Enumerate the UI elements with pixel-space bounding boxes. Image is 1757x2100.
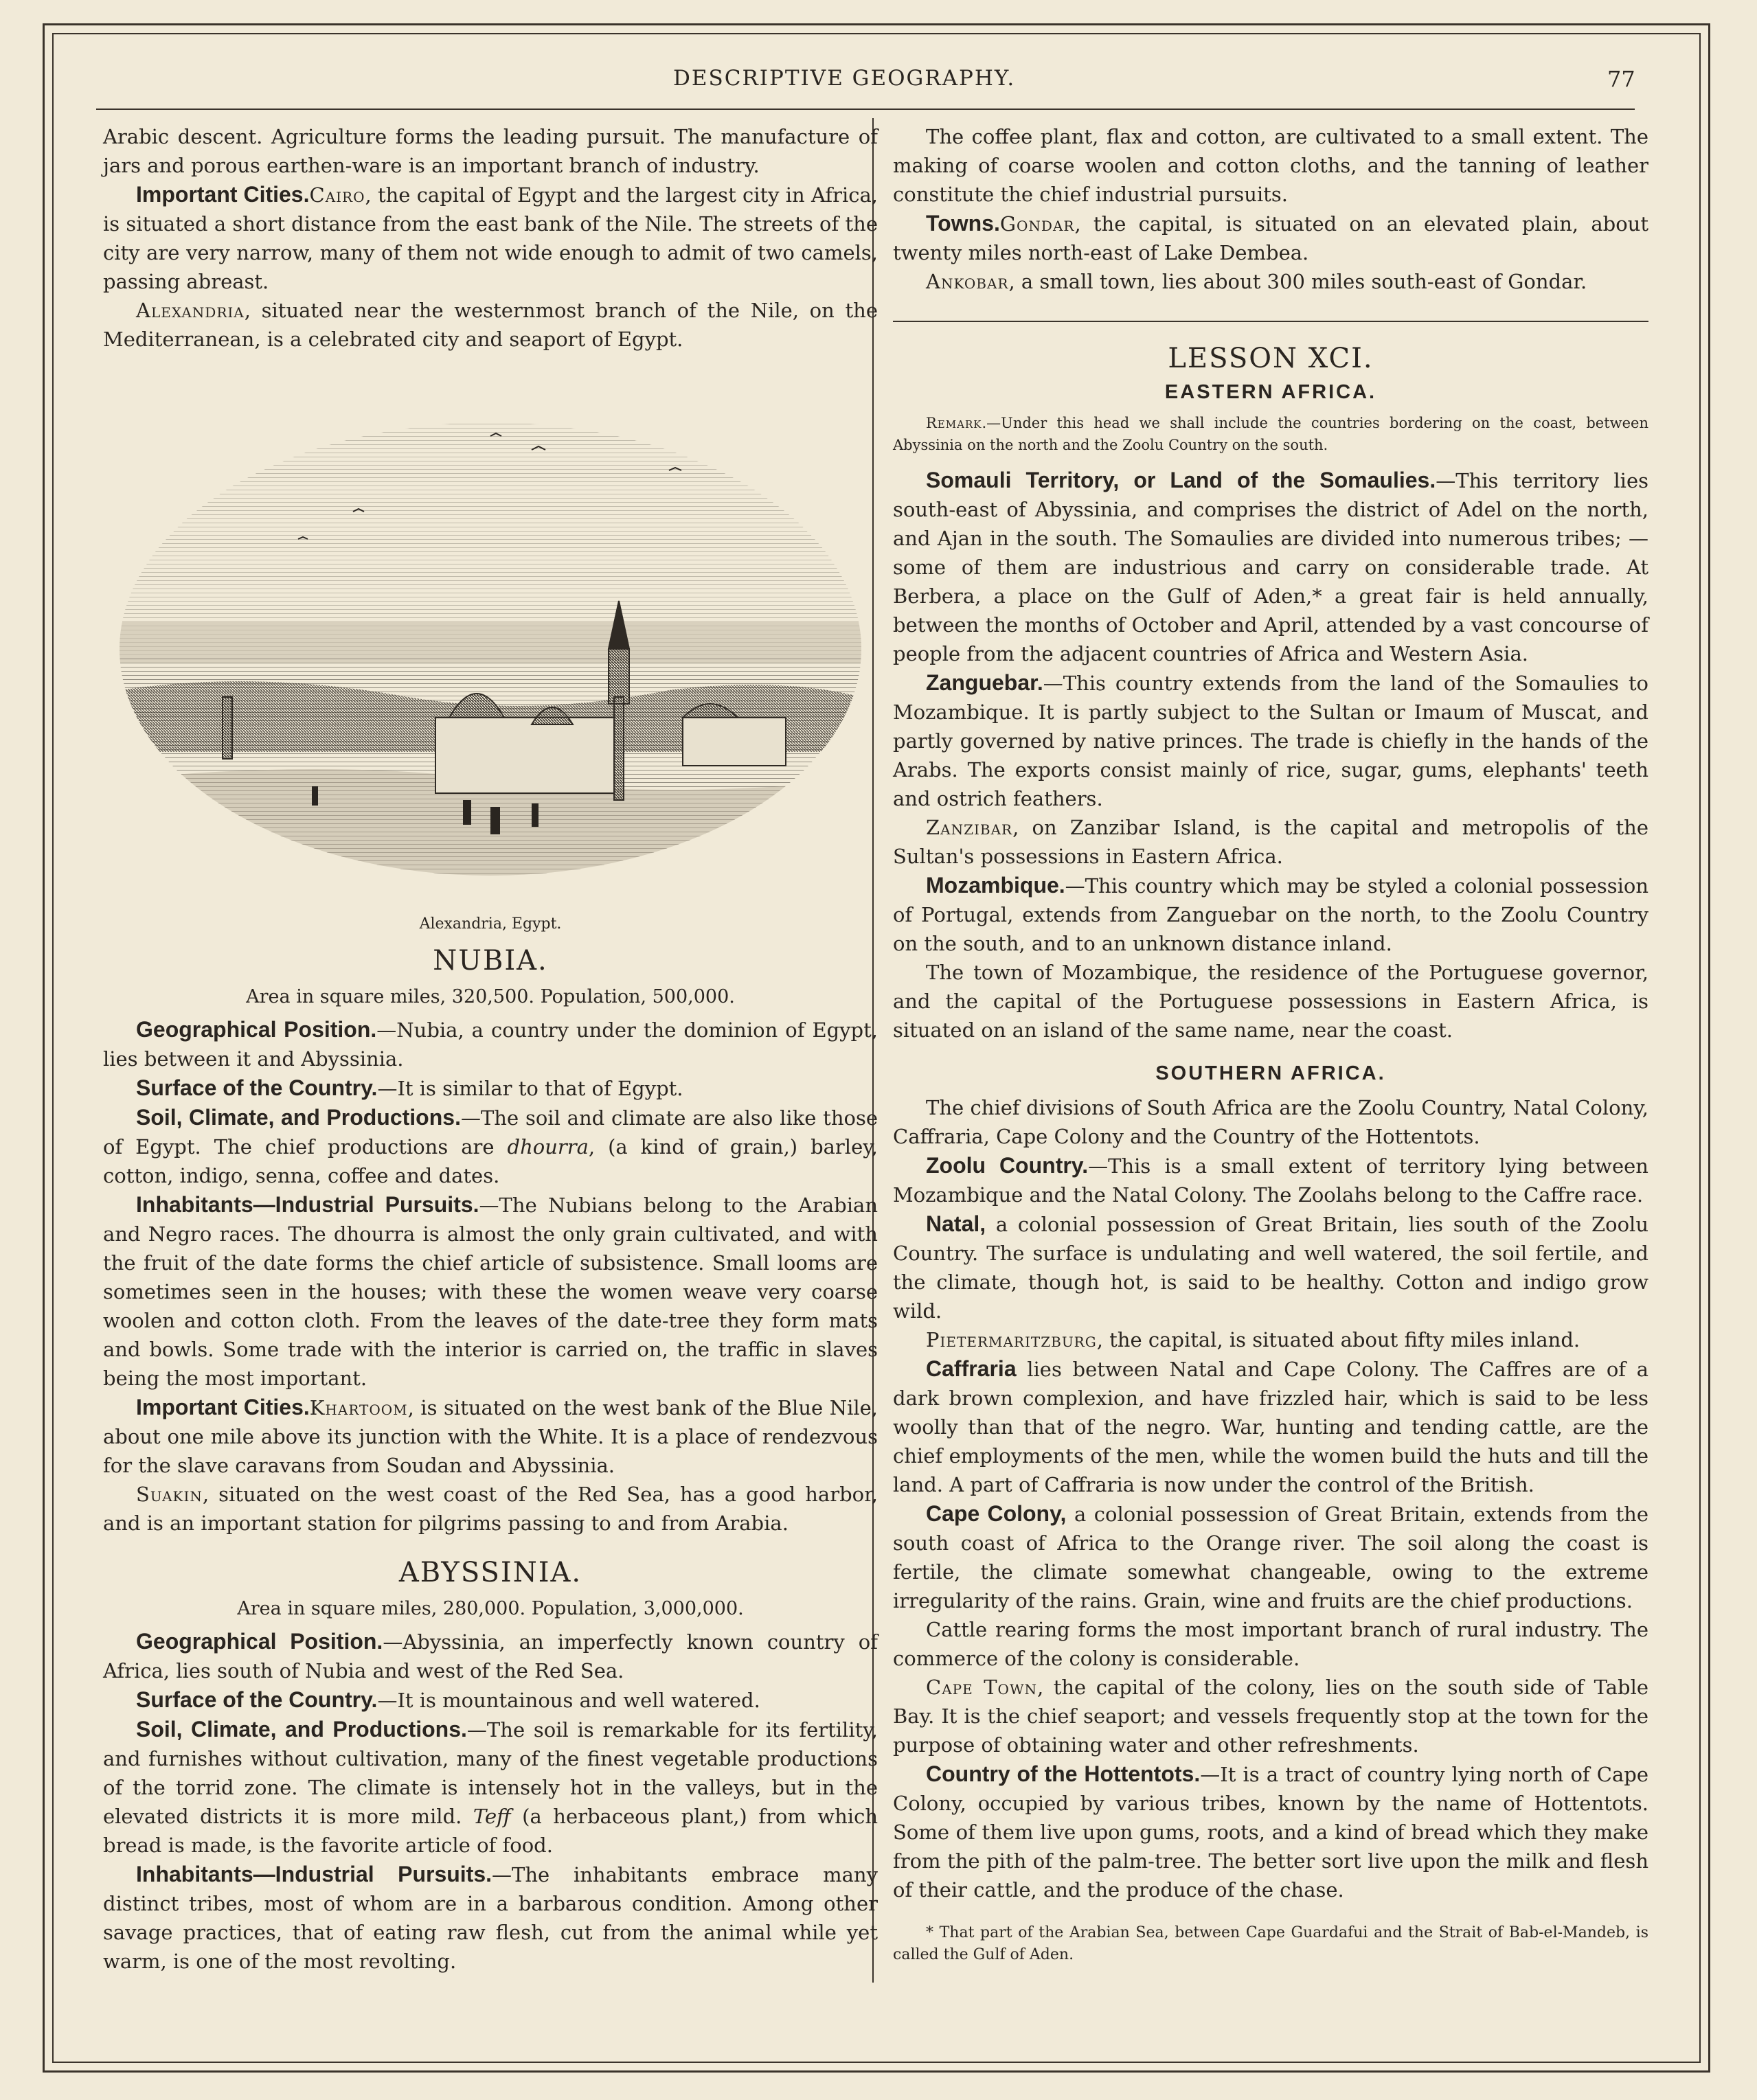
- paragraph: [103, 1015, 878, 1073]
- paragraph: [893, 209, 1648, 267]
- running-title: DESCRIPTIVE GEOGRAPHY.: [673, 66, 1016, 91]
- alexandria-engraving: [120, 395, 861, 903]
- paragraph-lead: Important Cities.: [136, 1395, 310, 1419]
- paragraph-text: , a small town, lies about 300 miles south-east of Gondar.: [1008, 270, 1587, 293]
- paragraph-lead: Inhabitants—Industrial Pursuits.: [136, 1862, 492, 1886]
- paragraph: The coffee plant, flax and cotton, are cultivated to a small extent. The making of coarse woolen and cotton cloths, and the tanning of leather constitute the chief industrial pursuits.: [893, 125, 1648, 206]
- paragraph-text: (a herbaceous plant,) from which bread is made, is the favorite article of food.: [103, 1805, 878, 1857]
- abyssinia-stats: Area in square miles, 280,000. Population, 3,000,000.: [237, 1598, 744, 1619]
- paragraph-text: —Abyssinia, an imperfectly known country of Africa, lies south of Nubia and west of the Red Sea.: [103, 1630, 878, 1682]
- paragraph-text: lies between Natal and Cape Colony. The Caffres are of a dark brown complexion, and have frizzled hair, which is said to be less woolly than that of the negro. War, hunting and tending cattle, are the chief employments of the men, while the women build the huts and till the land. A part of Caffraria is now under the control of the British.: [893, 1358, 1648, 1496]
- paragraph-text: , (a kind of grain,) barley, cotton, indigo, senna, coffee and dates.: [103, 1135, 878, 1187]
- paragraph-lead: Mozambique.: [926, 873, 1065, 898]
- paragraph: [893, 871, 1648, 958]
- remark-text: .—Under this head we shall include the countries bordering on the coast, between Abyssinia on the north and the Zoolu Country on the south.: [893, 415, 1648, 453]
- image-caption: Alexandria, Egypt.: [419, 915, 562, 933]
- paragraph-text: , situated near the westernmost branch of the Nile, on the Mediterranean, is a celebrated city and seaport of Egypt.: [103, 299, 878, 351]
- paragraph-text: —This country which may be styled a colonial possession of Portugal, extends from Zanguebar on the north, to the Zoolu Country on the south, and to an unknown distance inland.: [893, 874, 1648, 955]
- paragraph: [103, 1103, 878, 1190]
- paragraph-text: —It is similar to that of Egypt.: [377, 1077, 683, 1100]
- paragraph-lead: Geographical Position.: [136, 1017, 377, 1042]
- paragraph: [103, 1685, 878, 1715]
- lesson-title: LESSON XCI.: [1168, 343, 1374, 374]
- header-rule: [96, 109, 1635, 110]
- paragraph-lead: Cape Colony,: [926, 1501, 1067, 1526]
- place-name: Khartoom: [309, 1396, 408, 1419]
- paragraph-text: —This territory lies south-east of Abyssinia, and comprises the district of Adel on the north, and Ajan in the south. The Somaulies are divided into numerous tribes; —some of them are industrious and carry on considerable trade. At Berbera, a place on the Gulf of Aden,* a great fair is held annually, between the months of October and April, attended by a vast concourse of people from the adjacent countries of Africa and Western Asia.: [893, 469, 1649, 665]
- paragraph-text: , is situated on the west bank of the Blue Nile, about one mile above its junction with the White. It is a place of rendezvous for the slave caravans from Soudan and Abyssinia.: [103, 1396, 878, 1477]
- paragraph: [893, 1209, 1648, 1325]
- paragraph-lead: Surface of the Country.: [136, 1075, 378, 1100]
- paragraph: [893, 1354, 1648, 1499]
- paragraph-text: —The soil is remarkable for its fertility, and furnishes without cultivation, many of the finest vegetable productions of the torrid zone. The climate is intensely hot in the valleys, but in the elevated districts it is more mild.: [103, 1718, 878, 1828]
- paragraph: [893, 267, 1648, 296]
- paragraph-text: , the capital of Egypt and the largest city in Africa, is situated a short distance from the east bank of the Nile. The streets of the city are very narrow, many of them not wide enough to admit of two camels, passing abreast.: [103, 183, 878, 293]
- paragraph: [893, 1325, 1648, 1354]
- left-column: [103, 122, 878, 1976]
- paragraph-text: a colonial possession of Great Britain, extends from the south coast of Africa to the Orange river. The soil along the coast is fertile, the climate somewhat changeable, owing to the extreme irregularity of the rains. Grain, wine and fruits are the chief productions.: [893, 1503, 1649, 1612]
- paragraph-text: —Nubia, a country under the dominion of Egypt, lies between it and Abyssinia.: [103, 1018, 878, 1071]
- italic-term: Teff: [473, 1805, 511, 1828]
- remark-label: Remark: [926, 415, 982, 431]
- footnote: * That part of the Arabian Sea, between Cape Guardafui and the Strait of Bab-el-Mandeb, is called the Gulf of Aden.: [893, 1924, 1648, 1963]
- paragraph: [103, 180, 878, 296]
- place-name: Cape Town: [926, 1676, 1037, 1699]
- paragraph-text: —The Nubians belong to the Arabian and Negro races. The dhourra is almost the only grain cultivated, and with the fruit of the date forms the chief article of subsistence. Small looms are sometimes seen in the houses; with these the women weave very coarse woolen and cotton cloth. From the leaves of the date-tree they form mats and bowls. Some trade with the interior is carried on, the traffic in slaves being the most important.: [103, 1194, 878, 1390]
- paragraph-text: —This is a small extent of territory lying between Mozambique and the Natal Colony. The Zoolahs belong to the Caffre race.: [893, 1154, 1648, 1207]
- lesson-rule: [893, 321, 1648, 322]
- paragraph-lead: Natal,: [926, 1211, 986, 1236]
- paragraph: The town of Mozambique, the residence of the Portuguese governor, and the capital of the Portuguese possessions in Eastern Africa, is situated on an island of the same name, near the coast.: [893, 961, 1648, 1042]
- paragraph: [103, 296, 878, 354]
- paragraph: Arabic descent. Agriculture forms the leading pursuit. The manufacture of jars and porous earthen-ware is an important branch of industry.: [103, 125, 878, 177]
- paragraph-lead: Surface of the Country.: [136, 1687, 378, 1712]
- paragraph-lead: Soil, Climate, and Productions.: [136, 1717, 467, 1742]
- paragraph-text: , on Zanzibar Island, is the capital and metropolis of the Sultan's possessions in Eastern Africa.: [893, 816, 1648, 868]
- paragraph-text: , the capital, is situated on an elevated plain, about twenty miles north-east of Lake Dembea.: [893, 212, 1648, 264]
- paragraph-lead: Soil, Climate, and Productions.: [136, 1105, 461, 1130]
- paragraph: [103, 1393, 878, 1480]
- section-title-nubia: NUBIA.: [433, 945, 548, 977]
- paragraph-text: a colonial possession of Great Britain, lies south of the Zoolu Country. The surface is undulating and well watered, the soil fertile, and the climate, though hot, is said to be healthy. Cotton and indigo grow wild.: [893, 1213, 1648, 1323]
- paragraph-lead: Caffraria: [926, 1356, 1017, 1381]
- paragraph: [103, 1073, 878, 1103]
- paragraph: [103, 1715, 878, 1860]
- place-name: Zanzibar: [926, 816, 1013, 839]
- paragraph-text: —It is a tract of country lying north of Cape Colony, occupied by various tribes, known by the name of Hottentots. Some of them live upon gums, roots, and a kind of bread which they make from the pith of the palm-tree. The better sort live upon the milk and flesh of their cattle, and the produce of the chase.: [893, 1763, 1649, 1902]
- eastern-africa-title: EASTERN AFRICA.: [1164, 381, 1377, 403]
- paragraph: [103, 1860, 878, 1976]
- paragraph: [103, 1627, 878, 1685]
- paragraph-lead: Towns.: [926, 211, 1000, 236]
- paragraph: Cattle rearing forms the most important branch of rural industry. The commerce of the colony is considerable.: [893, 1618, 1648, 1670]
- right-column: [893, 122, 1648, 1966]
- page-number: 77: [1607, 66, 1635, 92]
- paragraph: [893, 668, 1648, 813]
- paragraph: The chief divisions of South Africa are the Zoolu Country, Natal Colony, Caffraria, Cape Colony and the Country of the Hottentots.: [893, 1096, 1648, 1148]
- paragraph-lead: Zoolu Country.: [926, 1153, 1089, 1178]
- paragraph: [103, 1480, 878, 1538]
- nubia-stats: Area in square miles, 320,500. Population, 500,000.: [246, 986, 735, 1007]
- paragraph-lead: Country of the Hottentots.: [926, 1761, 1201, 1786]
- paragraph-text: —This country extends from the land of the Somaulies to Mozambique. It is partly subject to the Sultan or Imaum of Muscat, and partly governed by native princes. The trade is chiefly in the hands of the Arabs. The exports consist mainly of rice, sugar, gums, elephants' teeth and ostrich feathers.: [893, 672, 1648, 810]
- place-name: Suakin: [136, 1483, 203, 1506]
- paragraph: [893, 1151, 1648, 1209]
- paragraph: [893, 1499, 1648, 1615]
- paragraph-text: —The soil and climate are also like those of Egypt. The chief productions are: [103, 1106, 878, 1159]
- paragraph-text: —It is mountainous and well watered.: [377, 1689, 760, 1712]
- place-name: Cairo: [309, 183, 365, 207]
- place-name: Alexandria: [136, 299, 245, 322]
- place-name: Pietermaritzburg: [926, 1328, 1097, 1351]
- paragraph: [103, 1190, 878, 1393]
- paragraph-lead: Zanguebar.: [926, 670, 1043, 695]
- paragraph-text: , the capital, is situated about fifty miles inland.: [1096, 1328, 1580, 1351]
- paragraph: [893, 813, 1648, 871]
- paragraph: [893, 466, 1648, 668]
- paragraph-text: , situated on the west coast of the Red Sea, has a good harbor, and is an important station for pilgrims passing to and from Arabia.: [103, 1483, 878, 1535]
- remark: [893, 412, 1648, 456]
- place-name: Ankobar: [926, 270, 1009, 293]
- paragraph-lead: Inhabitants—Industrial Pursuits.: [136, 1192, 479, 1217]
- section-title-abyssinia: ABYSSINIA.: [398, 1557, 582, 1588]
- paragraph-lead: Important Cities.: [136, 182, 310, 207]
- paragraph-text: , the capital of the colony, lies on the south side of Table Bay. It is the chief seaport; and vessels frequently stop at the town for the purpose of obtaining water and other refreshments.: [893, 1676, 1649, 1757]
- paragraph-lead: Geographical Position.: [136, 1629, 383, 1654]
- italic-term: dhourra: [507, 1135, 589, 1159]
- southern-africa-title: SOUTHERN AFRICA.: [1155, 1062, 1386, 1084]
- paragraph: [893, 1759, 1648, 1904]
- paragraph-lead: Somauli Territory, or Land of the Somaulies.: [926, 468, 1436, 492]
- paragraph-text: —The inhabitants embrace many distinct tribes, most of whom are in a barbarous condition. Among other savage practices, that of eating raw flesh, cut from the animal while yet warm, is one of the most revolting.: [103, 1863, 878, 1973]
- paragraph: [893, 1673, 1648, 1759]
- place-name: Gondar: [999, 212, 1075, 236]
